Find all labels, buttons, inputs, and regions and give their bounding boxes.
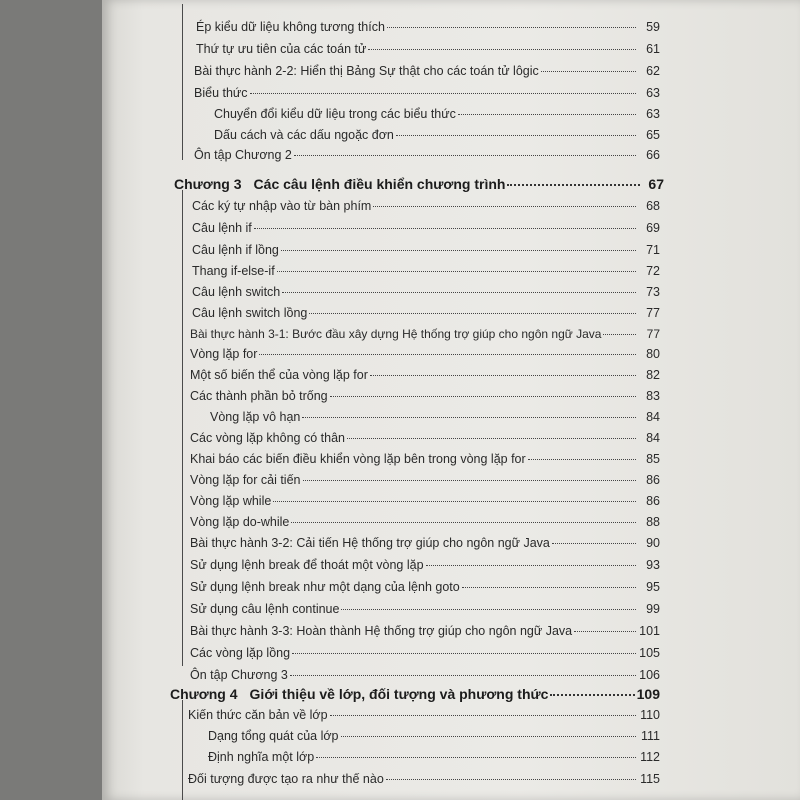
entry-title: Kiến thức căn bản về lớp [188,708,328,722]
entry-page: 110 [640,708,660,722]
entry-page: 95 [646,580,660,594]
entry-title: Biểu thức [194,86,248,100]
entry-page: 77 [646,306,660,320]
entry-title: Dấu cách và các dấu ngoặc đơn [214,128,394,142]
entry-title: Một số biến thể của vòng lặp for [190,368,368,382]
entry-page: 105 [639,646,660,660]
entry-title: Ép kiểu dữ liệu không tương thích [196,20,385,34]
chapter-title: Giới thiệu về lớp, đối tượng và phương thức [249,686,549,702]
toc-entry [194,86,660,100]
entry-title: Sử dụng lệnh break như một dạng của lệnh goto [190,580,460,594]
entry-page: 93 [646,558,660,572]
toc-entry [188,772,660,786]
entry-title: Vòng lặp vô hạn [210,410,301,424]
toc-entry [194,64,660,78]
entry-page: 111 [640,729,660,743]
entry-page: 63 [646,86,660,100]
entry-title: Ôn tập Chương 3 [190,668,288,682]
toc-entry [190,347,660,361]
entry-page: 65 [646,128,660,142]
toc-entry [190,668,660,682]
entry-page: 61 [646,42,660,56]
toc-entry [190,368,660,382]
toc-entry [190,452,660,466]
toc-entry [190,646,660,660]
toc-entry [192,199,660,213]
entry-page: 88 [646,515,660,529]
chapter-heading [170,686,660,702]
chapter3-rule [182,190,183,666]
chapter-title: Các câu lệnh điều khiển chương trình [253,176,506,192]
entry-page: 63 [646,107,660,121]
toc-entry [210,410,660,424]
entry-page: 99 [646,602,660,616]
toc-entry [190,515,660,529]
entry-title: Định nghĩa một lớp [208,750,315,764]
entry-title: Chuyển đổi kiểu dữ liệu trong các biểu thức [214,107,456,121]
entry-title: Các ký tự nhập vào từ bàn phím [192,199,372,213]
entry-title: Câu lệnh if [192,221,252,235]
entry-title: Bài thực hành 3-1: Bước đầu xây dựng Hệ thống trợ giúp cho ngôn ngữ Java [190,327,602,341]
entry-page: 71 [646,243,660,257]
entry-title: Câu lệnh switch [192,285,281,299]
chapter-heading [174,176,664,192]
entry-title: Thứ tự ưu tiên của các toán tử [196,42,367,56]
entry-page: 80 [646,347,660,361]
entry-title: Bài thực hành 3-3: Hoàn thành Hệ thống trợ giúp cho ngôn ngữ Java [190,624,573,638]
toc-entry [214,107,660,121]
toc-entry [214,128,660,142]
entry-title: Các thành phần bỏ trống [190,389,328,403]
entry-page: 90 [646,536,660,550]
toc-entry [192,221,660,235]
toc-entry [190,494,660,508]
entry-page: 106 [639,668,660,682]
entry-title: Sử dụng câu lệnh continue [190,602,340,616]
entry-title: Thang if-else-if [192,264,275,278]
entry-title: Câu lệnh if lồng [192,243,279,257]
toc-entry [196,42,660,56]
entry-page: 59 [646,20,660,34]
entry-title: Ôn tập Chương 2 [194,148,292,162]
toc-entry [190,624,660,638]
toc-entry [208,729,660,743]
toc-entry [190,389,660,403]
entry-title: Đối tượng được tạo ra như thế nào [188,772,384,786]
chapter4-rule [182,700,183,800]
toc-entry [190,558,660,572]
entry-page: 112 [640,750,660,764]
chapter-number: Chương 4 [170,686,238,702]
toc-entry [190,580,660,594]
toc-entry [190,431,660,445]
entry-page: 66 [646,148,660,162]
toc-entry [196,20,660,34]
chapter-page: 109 [636,686,660,702]
toc-entry [192,243,660,257]
entry-page: 84 [646,431,660,445]
entry-title: Các vòng lặp lồng [190,646,291,660]
entry-title: Các vòng lặp không có thân [190,431,345,445]
entry-page: 73 [646,285,660,299]
toc-entry [192,285,660,299]
entry-page: 69 [646,221,660,235]
toc-entry [190,473,660,487]
entry-title: Vòng lặp do-while [190,515,290,529]
entry-title: Bài thực hành 2-2: Hiển thị Bảng Sự thật cho các toán tử lôgic [194,64,539,78]
toc-entry [188,708,660,722]
entry-title: Câu lệnh switch lồng [192,306,308,320]
entry-title: Vòng lặp while [190,494,272,508]
toc-entry [208,750,660,764]
entry-page: 115 [640,772,660,786]
entry-page: 68 [646,199,660,213]
toc-entry [192,306,660,320]
entry-page: 62 [646,64,660,78]
chapter-page: 67 [648,176,664,192]
entry-title: Khai báo các biến điều khiển vòng lặp bên trong vòng lặp for [190,452,526,466]
entry-page: 77 [646,327,660,341]
chapter2-rule [182,4,183,160]
entry-page: 86 [646,494,660,508]
entry-page: 85 [646,452,660,466]
toc-entry [190,536,660,550]
entry-page: 82 [646,368,660,382]
entry-page: 83 [646,389,660,403]
toc-entry [190,602,660,616]
entry-title: Dạng tổng quát của lớp [208,729,339,743]
entry-page: 72 [646,264,660,278]
entry-page: 101 [639,624,660,638]
entry-page: 84 [646,410,660,424]
entry-title: Vòng lặp for [190,347,258,361]
entry-title: Bài thực hành 3-2: Cải tiến Hệ thống trợ giúp cho ngôn ngữ Java [190,536,550,550]
toc-entry [194,148,660,162]
toc-entry [192,264,660,278]
toc-entry [190,327,660,341]
chapter-number: Chương 3 [174,176,242,192]
entry-title: Sử dụng lệnh break để thoát một vòng lặp [190,558,424,572]
entry-title: Vòng lặp for cải tiến [190,473,301,487]
entry-page: 86 [646,473,660,487]
